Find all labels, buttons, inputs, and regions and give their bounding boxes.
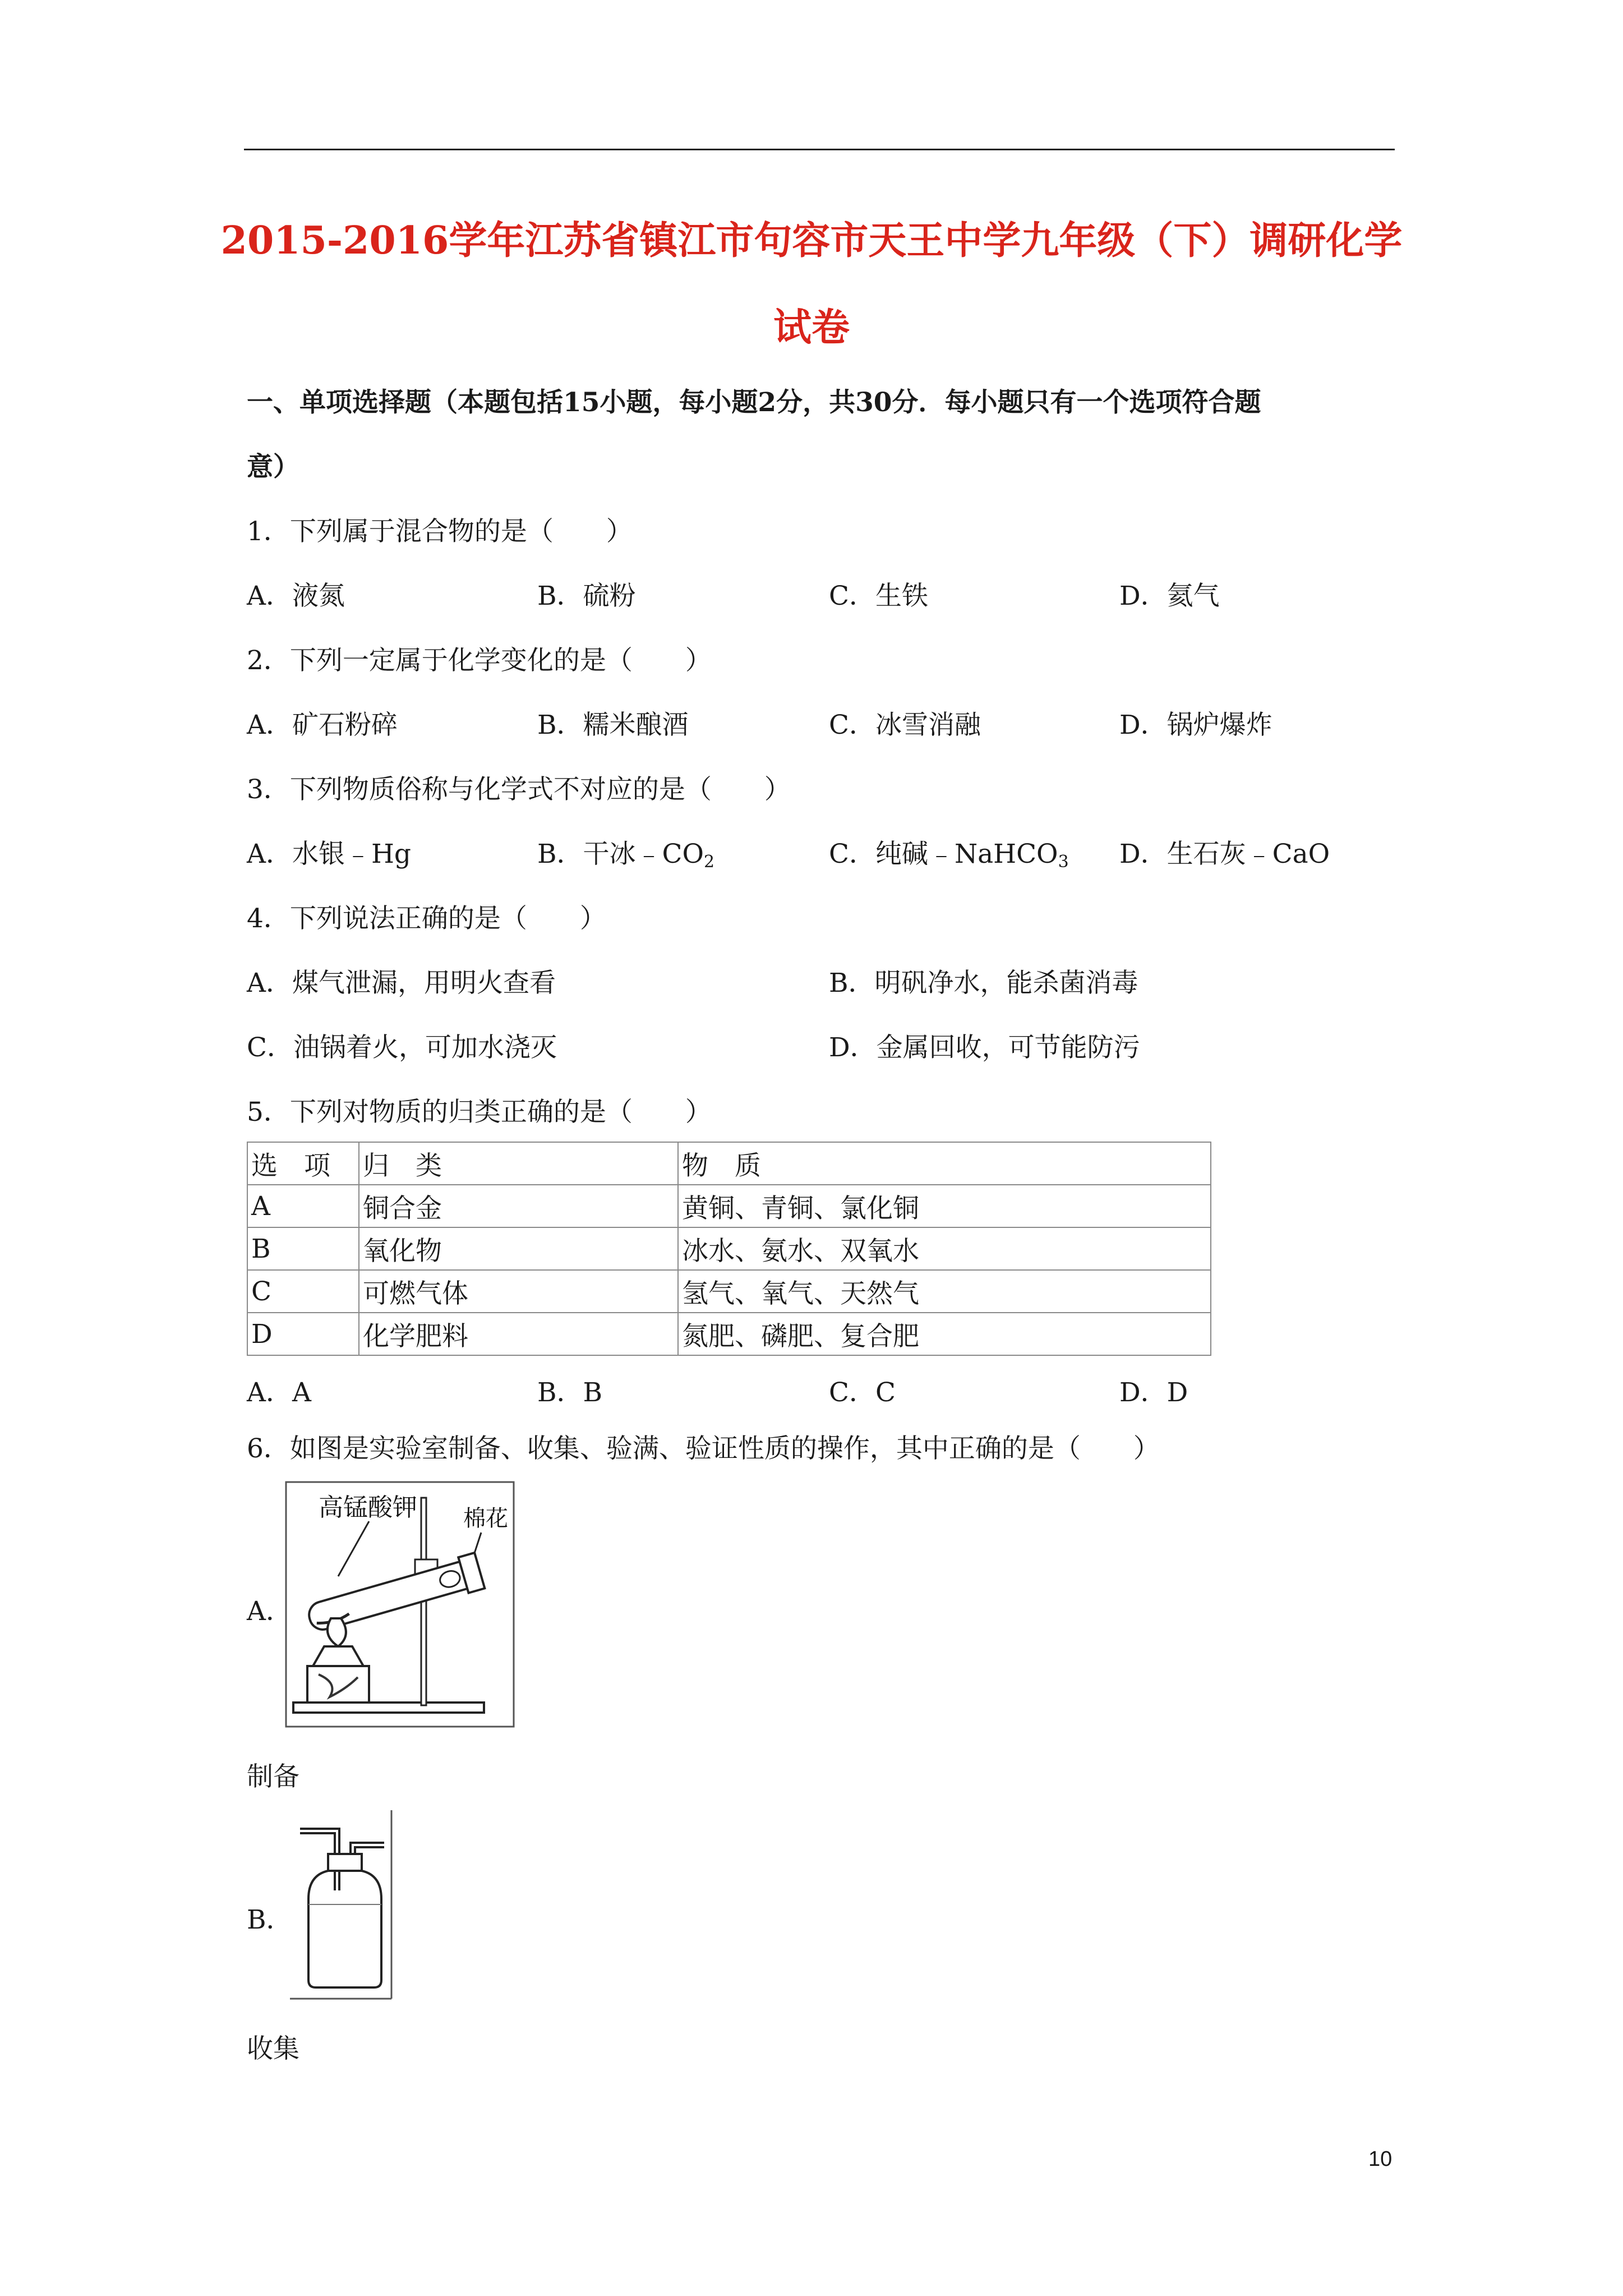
q3-option-b [537, 833, 714, 872]
q3-option-b-text: B．干冰﹣CO [537, 839, 704, 869]
q6-option-a: A． [247, 1596, 292, 1627]
table-row [247, 1270, 1211, 1313]
question-2-stem: 2．下列一定属于化学变化的是（ ） [247, 645, 712, 676]
q2-option-c: C．冰雪消融 [829, 710, 981, 740]
q1-option-d: D．氦气 [1119, 581, 1220, 611]
section-heading-line2: 意） [247, 452, 299, 482]
q6-option-b: B． [247, 1904, 293, 1935]
figure-a-caption: 制备 [247, 1761, 299, 1792]
table-row [247, 1227, 1211, 1270]
q4-option-d: D．金属回收，可节能防污 [829, 1032, 1140, 1063]
table-cell: 氢气、氧气、天然气 [678, 1270, 1211, 1313]
classification-table [247, 1142, 1211, 1356]
q3-option-c-subscript: 3 [1058, 852, 1069, 872]
table-cell: 铜合金 [359, 1185, 678, 1227]
table-cell: 氮肥、磷肥、复合肥 [678, 1313, 1211, 1355]
q1-option-b: B．硫粉 [537, 581, 636, 611]
table-cell: 氧化物 [359, 1227, 678, 1270]
figure-label-kmno4: 高锰酸钾 [319, 1493, 417, 1522]
q3-option-d: D．生石灰﹣CaO [1119, 839, 1330, 869]
q5-option-d: D．D [1119, 1377, 1188, 1408]
table-header-cell: 物 质 [678, 1142, 1211, 1185]
table-header-row [247, 1142, 1211, 1185]
gas-collection-bottle-figure [289, 1809, 395, 2000]
q1-option-c: C．生铁 [829, 581, 928, 611]
q4-option-a: A．煤气泄漏，用明火查看 [247, 968, 556, 999]
question-1-stem: 1．下列属于混合物的是（ ） [247, 516, 633, 547]
question-6-stem: 6．如图是实验室制备、收集、验满、验证性质的操作，其中正确的是（ ） [247, 1433, 1160, 1464]
q3-option-c-text: C．纯碱﹣NaHCO [829, 839, 1058, 869]
q3-option-c [829, 833, 1069, 872]
header-rule [244, 149, 1395, 150]
table-cell: A [247, 1185, 359, 1227]
figure-b-caption: 收集 [247, 2033, 299, 2064]
table-row [247, 1185, 1211, 1227]
kmno4-heating-apparatus-figure [285, 1481, 515, 1728]
q3-option-a: A．水银﹣Hg [247, 839, 412, 869]
q3-option-b-subscript: 2 [704, 852, 715, 872]
table-header-cell: 归 类 [359, 1142, 678, 1185]
table-cell: 化学肥料 [359, 1313, 678, 1355]
page-title-line2: 试卷 [773, 305, 850, 350]
q2-option-a: A．矿石粉碎 [247, 710, 398, 740]
question-3-stem: 3．下列物质俗称与化学式不对应的是（ ） [247, 774, 791, 805]
q5-option-c: C．C [829, 1377, 896, 1408]
q1-option-a: A．液氮 [247, 581, 345, 611]
section-heading-line1: 一、单项选择题（本题包括15小题，每小题2分，共30分．每小题只有一个选项符合题 [247, 387, 1261, 418]
question-4-stem: 4．下列说法正确的是（ ） [247, 903, 606, 934]
table-cell: B [247, 1227, 359, 1270]
table-cell: 可燃气体 [359, 1270, 678, 1313]
table-cell: 黄铜、青铜、氯化铜 [678, 1185, 1211, 1227]
q4-option-b: B．明矾净水，能杀菌消毒 [829, 968, 1138, 999]
figure-label-cotton: 棉花 [463, 1506, 508, 1531]
table-header-cell: 选 项 [247, 1142, 359, 1185]
question-5-stem: 5．下列对物质的归类正确的是（ ） [247, 1097, 712, 1128]
table-cell: D [247, 1313, 359, 1355]
q4-option-c: C．油锅着火，可加水浇灭 [247, 1032, 557, 1063]
q2-option-d: D．锅炉爆炸 [1119, 710, 1272, 740]
table-cell: C [247, 1270, 359, 1313]
table-cell: 冰水、氨水、双氧水 [678, 1227, 1211, 1270]
q5-option-b: B．B [537, 1377, 603, 1408]
q5-option-a: A．A [247, 1377, 311, 1408]
q2-option-b: B．糯米酿酒 [537, 710, 689, 740]
page-number: 10 [1368, 2147, 1393, 2171]
table-row [247, 1313, 1211, 1355]
page-title-line1: 2015-2016学年江苏省镇江市句容市天王中学九年级（下）调研化学 [220, 218, 1403, 263]
